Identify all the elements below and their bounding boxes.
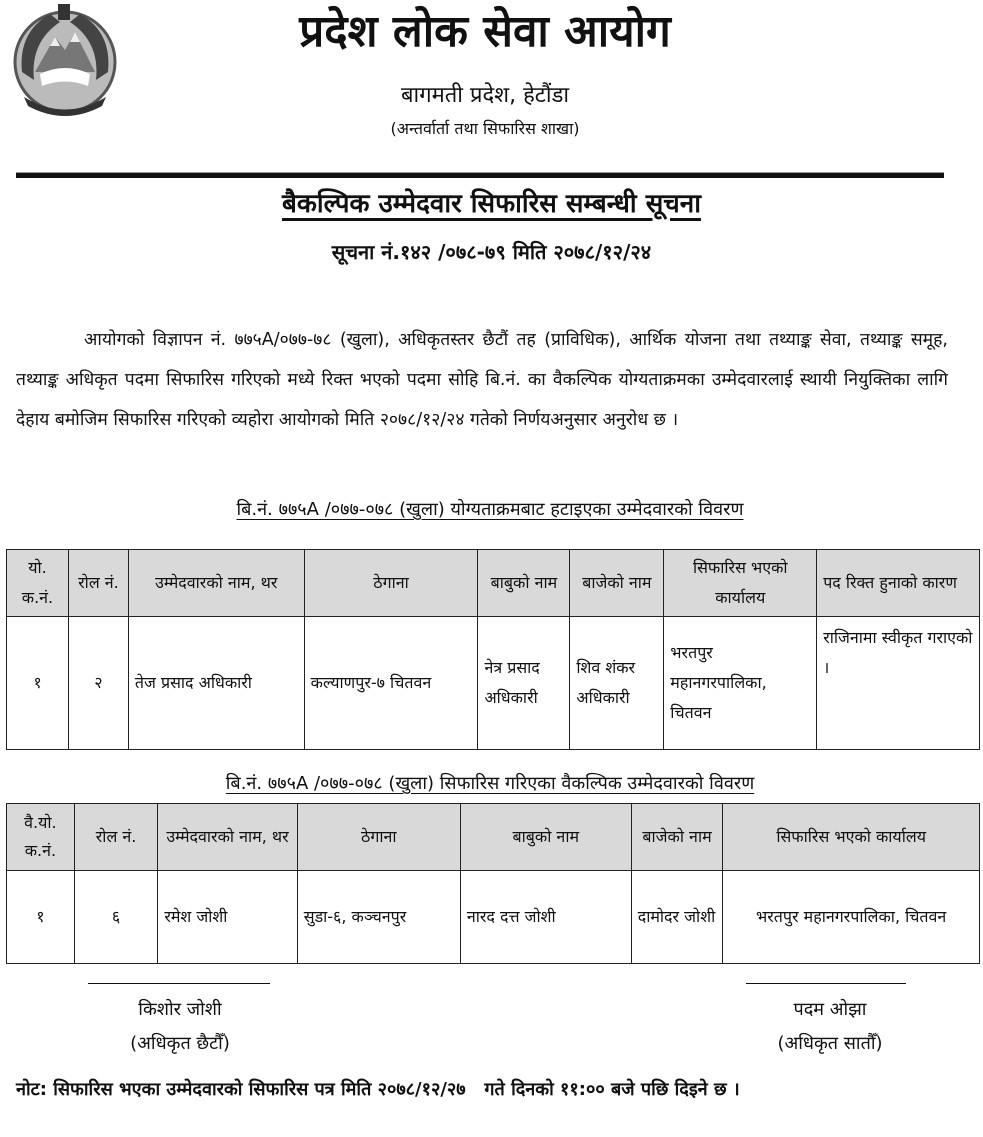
table-header-row (7, 550, 980, 617)
col-header-serial: यो. क.नं. (7, 550, 69, 617)
table-row (7, 871, 980, 964)
col-header-grandfather: बाजेको नाम (631, 804, 723, 871)
alternate-table-caption-text: बि.नं. ७७५A /०७७-०७८ (खुला) सिफारिस गरिएका वैकल्पिक उम्मेदवारको विवरण (225, 773, 755, 794)
header-divider (16, 172, 944, 178)
nepal-emblem-logo (10, 2, 120, 120)
signatory-title: (अधिकृत छैटौँ) (130, 1033, 230, 1054)
cell-grandfather: दामोदर जोशी (631, 871, 723, 964)
cell-name: तेज प्रसाद अधिकारी (128, 617, 304, 750)
col-header-roll: रोल नं. (68, 550, 128, 617)
removed-table-caption-text: बि.नं. ७७५A /०७७-०७८ (खुला) योग्यताक्रमबाट हटाइएका उम्मेदवारको विवरण (236, 499, 744, 520)
notice-reference: सूचना नं.१४२ /०७८-७९ मिति २०७८/१२/२४ (331, 240, 652, 264)
col-header-office: सिफारिस भएको कार्यालय (664, 550, 817, 617)
cell-serial: १ (7, 871, 75, 964)
signature-line (88, 983, 270, 984)
cell-roll: २ (68, 617, 128, 750)
cell-serial: १ (7, 617, 69, 750)
col-header-name: उम्मेदवारको नाम, थर (128, 550, 304, 617)
col-header-father: बाबुको नाम (478, 550, 570, 617)
signatory-2 (710, 993, 950, 1061)
col-header-roll: रोल नं. (74, 804, 158, 871)
removed-table-caption (40, 496, 940, 524)
col-header-father: बाबुको नाम (460, 804, 631, 871)
cell-father: नारद दत्त जोशी (460, 871, 631, 964)
cell-roll: ६ (74, 871, 158, 964)
col-header-address: ठेगाना (304, 550, 478, 617)
table-row (7, 617, 980, 750)
cell-address: कल्याणपुर-७ चितवन (304, 617, 478, 750)
col-header-reason: पद रिक्त हुनाको कारण (817, 550, 980, 617)
col-header-serial: वै.यो. क.नं. (7, 804, 75, 871)
branch-name: (अन्तर्वार्ता तथा सिफारिस शाखा) (390, 119, 580, 138)
alternate-candidates-table (6, 803, 980, 964)
organization-name: प्रदेश लोक सेवा आयोग (299, 6, 671, 57)
notice-title-text: बैकल्पिक उम्मेदवार सिफारिस सम्बन्धी सूचना (282, 189, 701, 219)
col-header-address: ठेगाना (297, 804, 460, 871)
notice-body: आयोगको विज्ञापन नं. ७७५A/०७७-७८ (खुला), अधिकृतस्तर छैटौं तह (प्राविधिक), आर्थिक योजना तथा तथ्याङ्क सेवा, तथ्याङ्क समूह, तथ्याङ्क अधिकृत पदमा सिफारिस गरिएको मध्ये रिक्त भएको पदमा सोहि बि.नं. का वैकल्पिक योग्यताक्रमका उम्मेदवारलाई स्थायी नियुक्तिका लागि देहाय बमोजिम सिफारिस गरिएको व्यहोरा आयोगको मिति २०७८/१२/२४ गतेको निर्णयअनुसार अनुरोध छ । (16, 330, 948, 430)
cell-address: सुडा-६, कञ्चनपुर (297, 871, 460, 964)
cell-office: भरतपुर महानगरपालिका, चितवन (723, 871, 980, 964)
signatory-title: (अधिकृत सातौँ) (777, 1033, 883, 1054)
cell-name: रमेश जोशी (158, 871, 297, 964)
col-header-office: सिफारिस भएको कार्यालय (723, 804, 980, 871)
signatory-name: पदम ओझा (793, 999, 867, 1020)
alternate-table-caption (40, 770, 940, 798)
footer-note: नोट: सिफारिस भएका उम्मेदवारको सिफारिस पत्र मिति २०७८/१२/२७ गते दिनको ११:०० बजे पछि दिइने छ । (16, 1079, 740, 1100)
table-header-row (7, 804, 980, 871)
cell-office: भरतपुर महानगरपालिका, चितवन (664, 617, 817, 750)
cell-grandfather: शिव शंकर अधिकारी (570, 617, 664, 750)
removed-candidates-table (6, 549, 980, 750)
cell-father: नेत्र प्रसाद अधिकारी (478, 617, 570, 750)
col-header-grandfather: बाजेको नाम (570, 550, 664, 617)
province-location: बागमती प्रदेश, हेटौंडा (400, 83, 570, 108)
signatory-1 (60, 993, 300, 1061)
col-header-name: उम्मेदवारको नाम, थर (158, 804, 297, 871)
signatory-name: किशोर जोशी (138, 999, 222, 1020)
notice-title (100, 184, 883, 224)
signature-line (746, 983, 906, 984)
cell-reason: राजिनामा स्वीकृत गराएको । (817, 617, 980, 750)
